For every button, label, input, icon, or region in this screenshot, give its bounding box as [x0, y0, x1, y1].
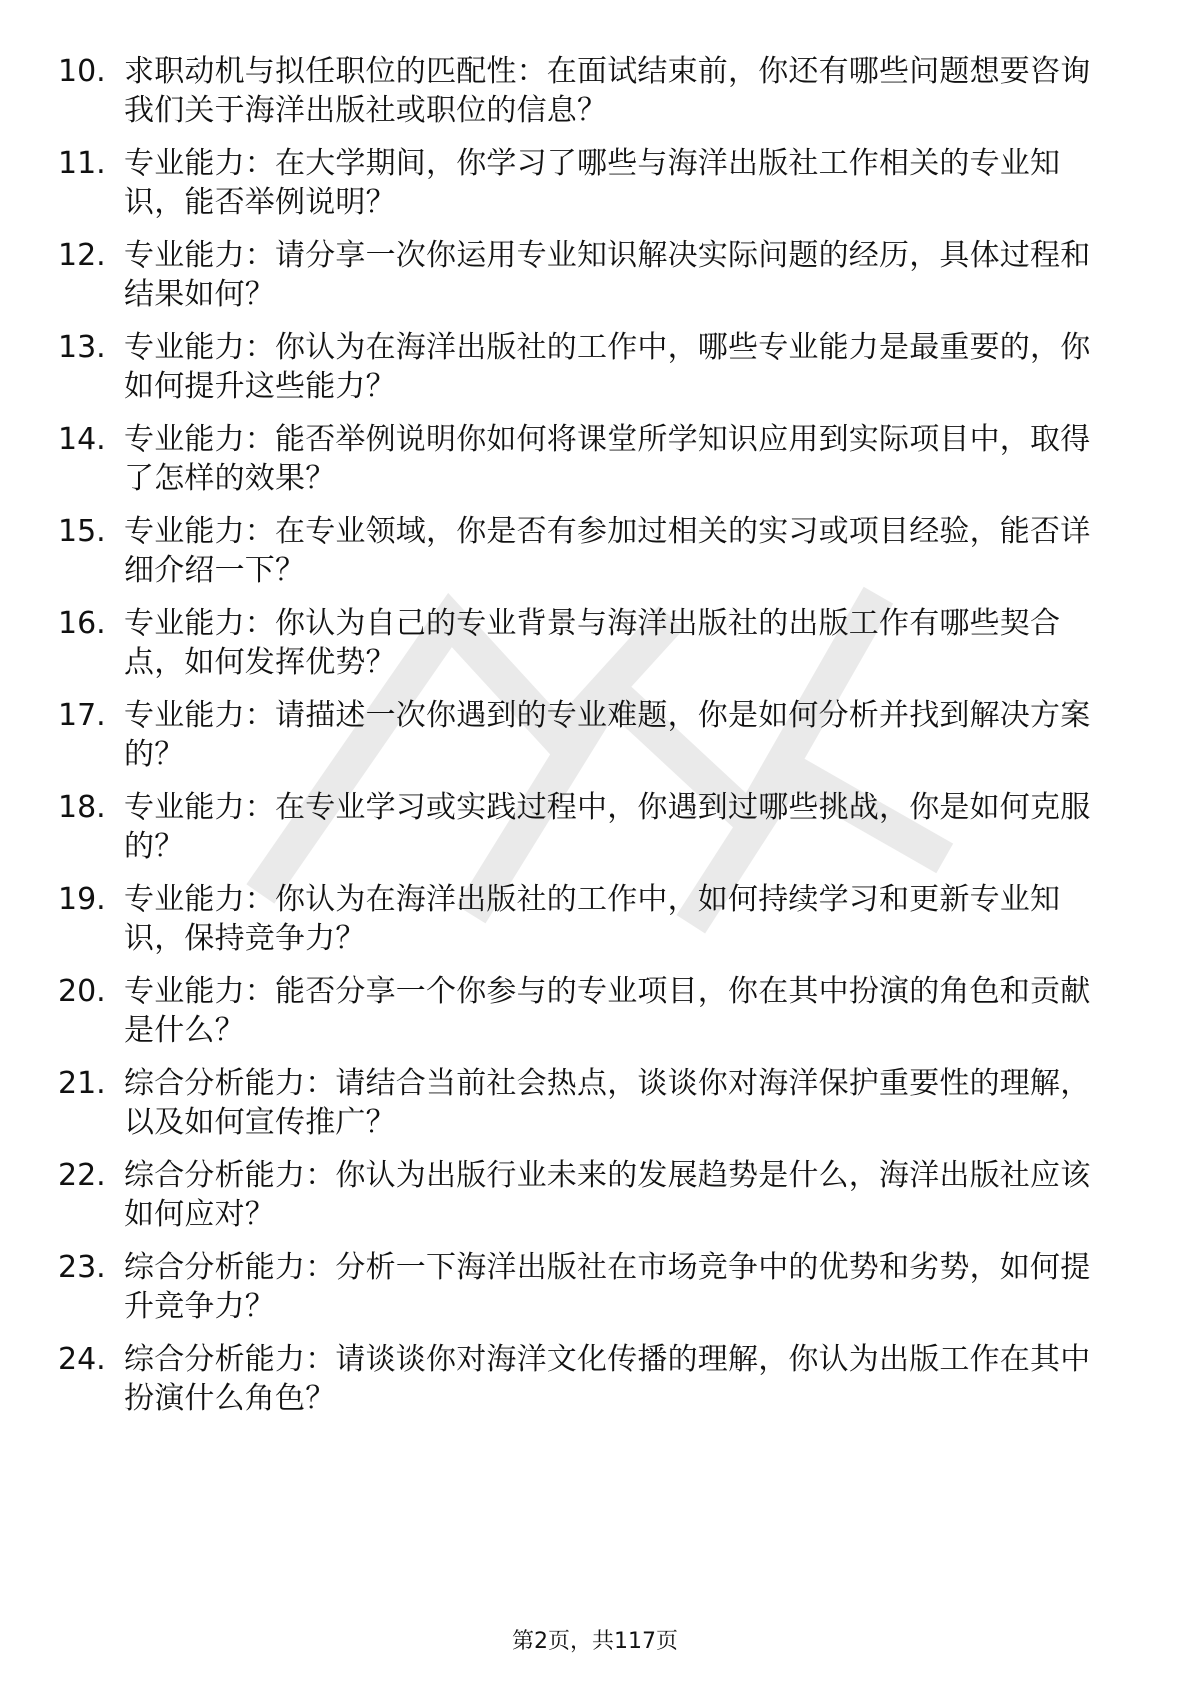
question-item: [58, 696, 1118, 774]
question-item: [58, 144, 1118, 222]
question-item: [58, 236, 1118, 314]
question-text: 综合分析能力：分析一下海洋出版社在市场竞争中的优势和劣势，如何提升竞争力？: [124, 1250, 1091, 1324]
question-number: 15.: [58, 514, 106, 549]
question-text: 求职动机与拟任职位的匹配性：在面试结束前，你还有哪些问题想要咨询我们关于海洋出版社或职位的信息？: [124, 54, 1091, 128]
question-item: [58, 880, 1118, 958]
question-text: 专业能力：在专业领域，你是否有参加过相关的实习或项目经验，能否详细介绍一下？: [124, 514, 1091, 588]
question-item: [58, 420, 1118, 498]
page-footer: 第2页，共117页: [512, 1629, 678, 1654]
question-item: [58, 512, 1118, 590]
question-list: [58, 52, 1118, 1432]
question-number: 10.: [58, 54, 106, 89]
question-number: 16.: [58, 606, 106, 641]
question-number: 23.: [58, 1250, 106, 1285]
question-number: 11.: [58, 146, 106, 181]
question-number: 18.: [58, 790, 106, 825]
question-item: [58, 328, 1118, 406]
question-text: 专业能力：在大学期间，你学习了哪些与海洋出版社工作相关的专业知识，能否举例说明？: [124, 146, 1061, 220]
question-number: 24.: [58, 1342, 106, 1377]
question-number: 13.: [58, 330, 106, 365]
question-text: 专业能力：请描述一次你遇到的专业难题，你是如何分析并找到解决方案的？: [124, 698, 1091, 772]
question-number: 20.: [58, 974, 106, 1009]
question-item: [58, 788, 1118, 866]
question-item: [58, 52, 1118, 130]
question-item: [58, 1156, 1118, 1234]
question-text: 专业能力：能否举例说明你如何将课堂所学知识应用到实际项目中，取得了怎样的效果？: [124, 422, 1091, 496]
question-number: 12.: [58, 238, 106, 273]
question-item: [58, 604, 1118, 682]
question-text: 专业能力：在专业学习或实践过程中，你遇到过哪些挑战，你是如何克服的？: [124, 790, 1091, 864]
question-text: 专业能力：请分享一次你运用专业知识解决实际问题的经历，具体过程和结果如何？: [124, 238, 1091, 312]
question-text: 专业能力：你认为在海洋出版社的工作中，如何持续学习和更新专业知识，保持竞争力？: [124, 882, 1061, 956]
question-text: 综合分析能力：请谈谈你对海洋文化传播的理解，你认为出版工作在其中扮演什么角色？: [124, 1342, 1091, 1416]
question-text: 专业能力：你认为在海洋出版社的工作中，哪些专业能力是最重要的，你如何提升这些能力？: [124, 330, 1091, 404]
question-number: 17.: [58, 698, 106, 733]
question-number: 22.: [58, 1158, 106, 1193]
question-number: 21.: [58, 1066, 106, 1101]
question-text: 综合分析能力：你认为出版行业未来的发展趋势是什么，海洋出版社应该如何应对？: [124, 1158, 1091, 1232]
question-item: [58, 1340, 1118, 1418]
question-number: 19.: [58, 882, 106, 917]
question-item: [58, 972, 1118, 1050]
question-text: 专业能力：你认为自己的专业背景与海洋出版社的出版工作有哪些契合点，如何发挥优势？: [124, 606, 1061, 680]
question-number: 14.: [58, 422, 106, 457]
question-text: 综合分析能力：请结合当前社会热点，谈谈你对海洋保护重要性的理解，以及如何宣传推广？: [124, 1066, 1091, 1140]
question-item: [58, 1064, 1118, 1142]
question-item: [58, 1248, 1118, 1326]
question-text: 专业能力：能否分享一个你参与的专业项目，你在其中扮演的角色和贡献是什么？: [124, 974, 1091, 1048]
